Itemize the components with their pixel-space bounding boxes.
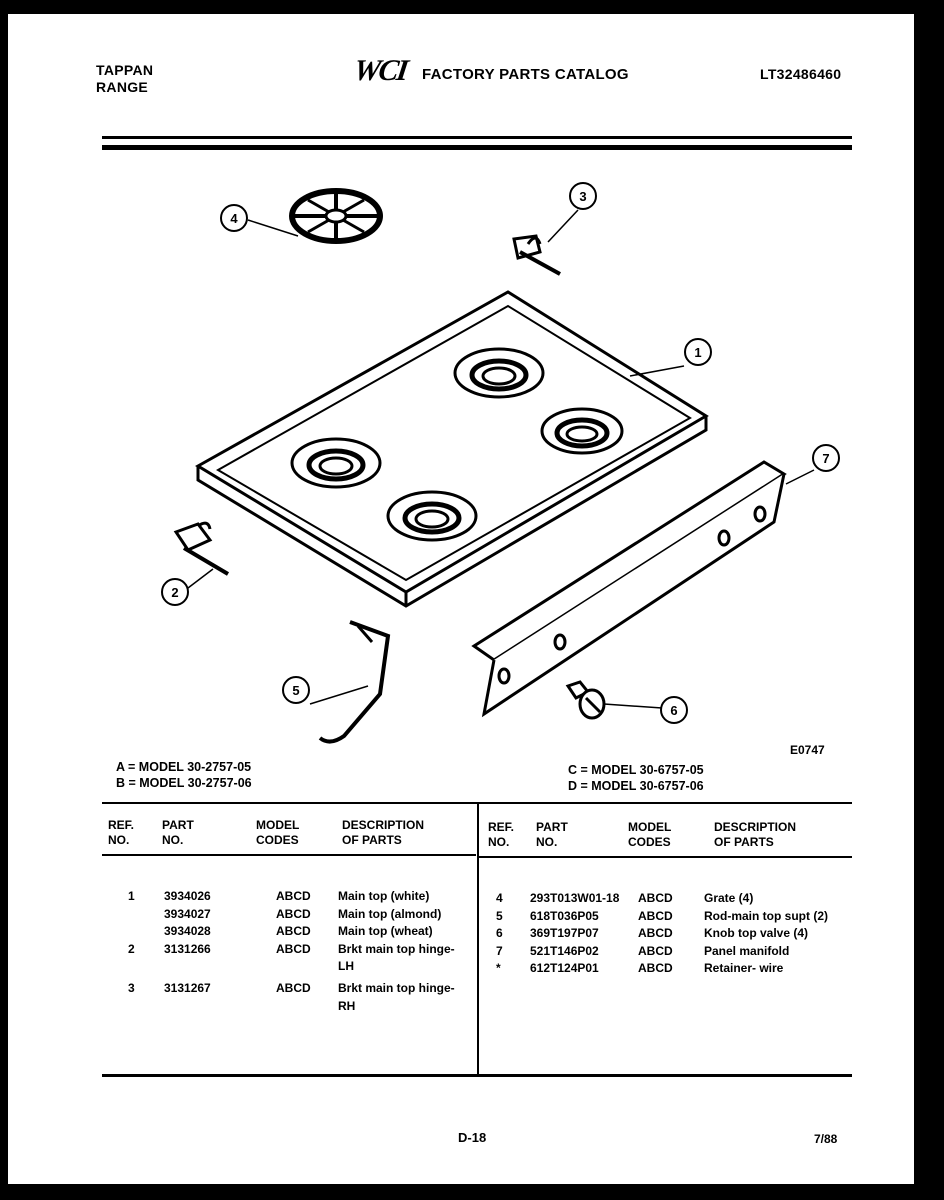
model-c: C = MODEL 30-6757-05 (568, 763, 704, 777)
callout-4 (221, 205, 247, 231)
model-a: A = MODEL 30-2757-05 (116, 760, 252, 774)
rod-part (320, 622, 388, 742)
diagram-code: E0747 (790, 743, 825, 757)
header-part-left: PART NO. (162, 818, 194, 847)
grate-part (292, 191, 380, 241)
model-legend-right (568, 762, 704, 794)
svg-text:2: 2 (171, 585, 179, 600)
catalog-title: FACTORY PARTS CATALOG (422, 66, 629, 83)
svg-text:5: 5 (292, 683, 300, 698)
revision-date: 7/88 (814, 1132, 838, 1146)
catalog-page: TAPPAN RANGE WCI FACTORY PARTS CATALOG LT32486460 4 3 1 7 2 5 6 E0747 A = MODEL 30-2757-05 B = MODEL 30-2757-06 C = MODEL 30-6757-05 D = MODEL 30-6757-06 REF. NO. PART NO. MODEL CODES DESCRIPTION OF PARTS REF. NO. PART NO. MODEL CODES DESCRIPTION OF PARTS 1 3934026 ABCD Main top (white) 3934027 ABCD Main top (almond) 3934028 ABCD Main top (wheat) 2 3131266 ABCD Brkt main top hinge- LH 3 3131267 ABCD Brkt main top hinge- RH 4 293T013W01-18 ABCD Grate (4) 5 618T036P05 ABCD Rod-main top supt (2) 6 369T197P07 ABCD Knob top valve (4) 7 521T146P02 ABCD Panel manifold * 612T124P01 ABCD Retainer- wire D-18 7/88 (8, 14, 914, 1184)
page-number: D-18 (458, 1130, 487, 1145)
model-b: B = MODEL 30-2757-06 (116, 776, 252, 790)
svg-text:4: 4 (230, 211, 238, 226)
header-ref-left: REF. NO. (108, 818, 135, 847)
right-header-rule (478, 856, 852, 858)
hinge-lh-part (176, 523, 228, 574)
model-d: D = MODEL 30-6757-06 (568, 779, 704, 793)
callout-3 (570, 183, 596, 209)
callout-5 (283, 677, 309, 703)
header-model-left: MODEL CODES (256, 818, 300, 847)
left-header-rule (102, 854, 476, 856)
product-type: RANGE (96, 79, 149, 95)
wci-logo: WCI (351, 54, 409, 87)
catalog-number: LT32486460 (760, 66, 842, 82)
header-ref-right: REF. NO. (488, 820, 515, 849)
knob-part (568, 682, 604, 718)
callout-2 (162, 579, 188, 605)
header-desc-left: DESCRIPTION OF PARTS (342, 818, 425, 847)
header-part-right: PART NO. (536, 820, 568, 849)
table-bottom-rule (102, 1074, 852, 1077)
header-desc-right: DESCRIPTION OF PARTS (714, 820, 797, 849)
column-divider (477, 804, 479, 1076)
hinge-rh-part (514, 236, 560, 274)
header-model-right: MODEL CODES (628, 820, 672, 849)
callout-1 (685, 339, 711, 365)
brand-name: TAPPAN (96, 62, 154, 78)
callout-7 (813, 445, 839, 471)
svg-text:6: 6 (670, 703, 678, 718)
svg-text:1: 1 (694, 345, 702, 360)
svg-text:3: 3 (579, 189, 587, 204)
model-legend-left (116, 759, 252, 791)
callout-6 (661, 697, 687, 723)
svg-text:7: 7 (822, 451, 830, 466)
exploded-diagram (8, 14, 914, 774)
